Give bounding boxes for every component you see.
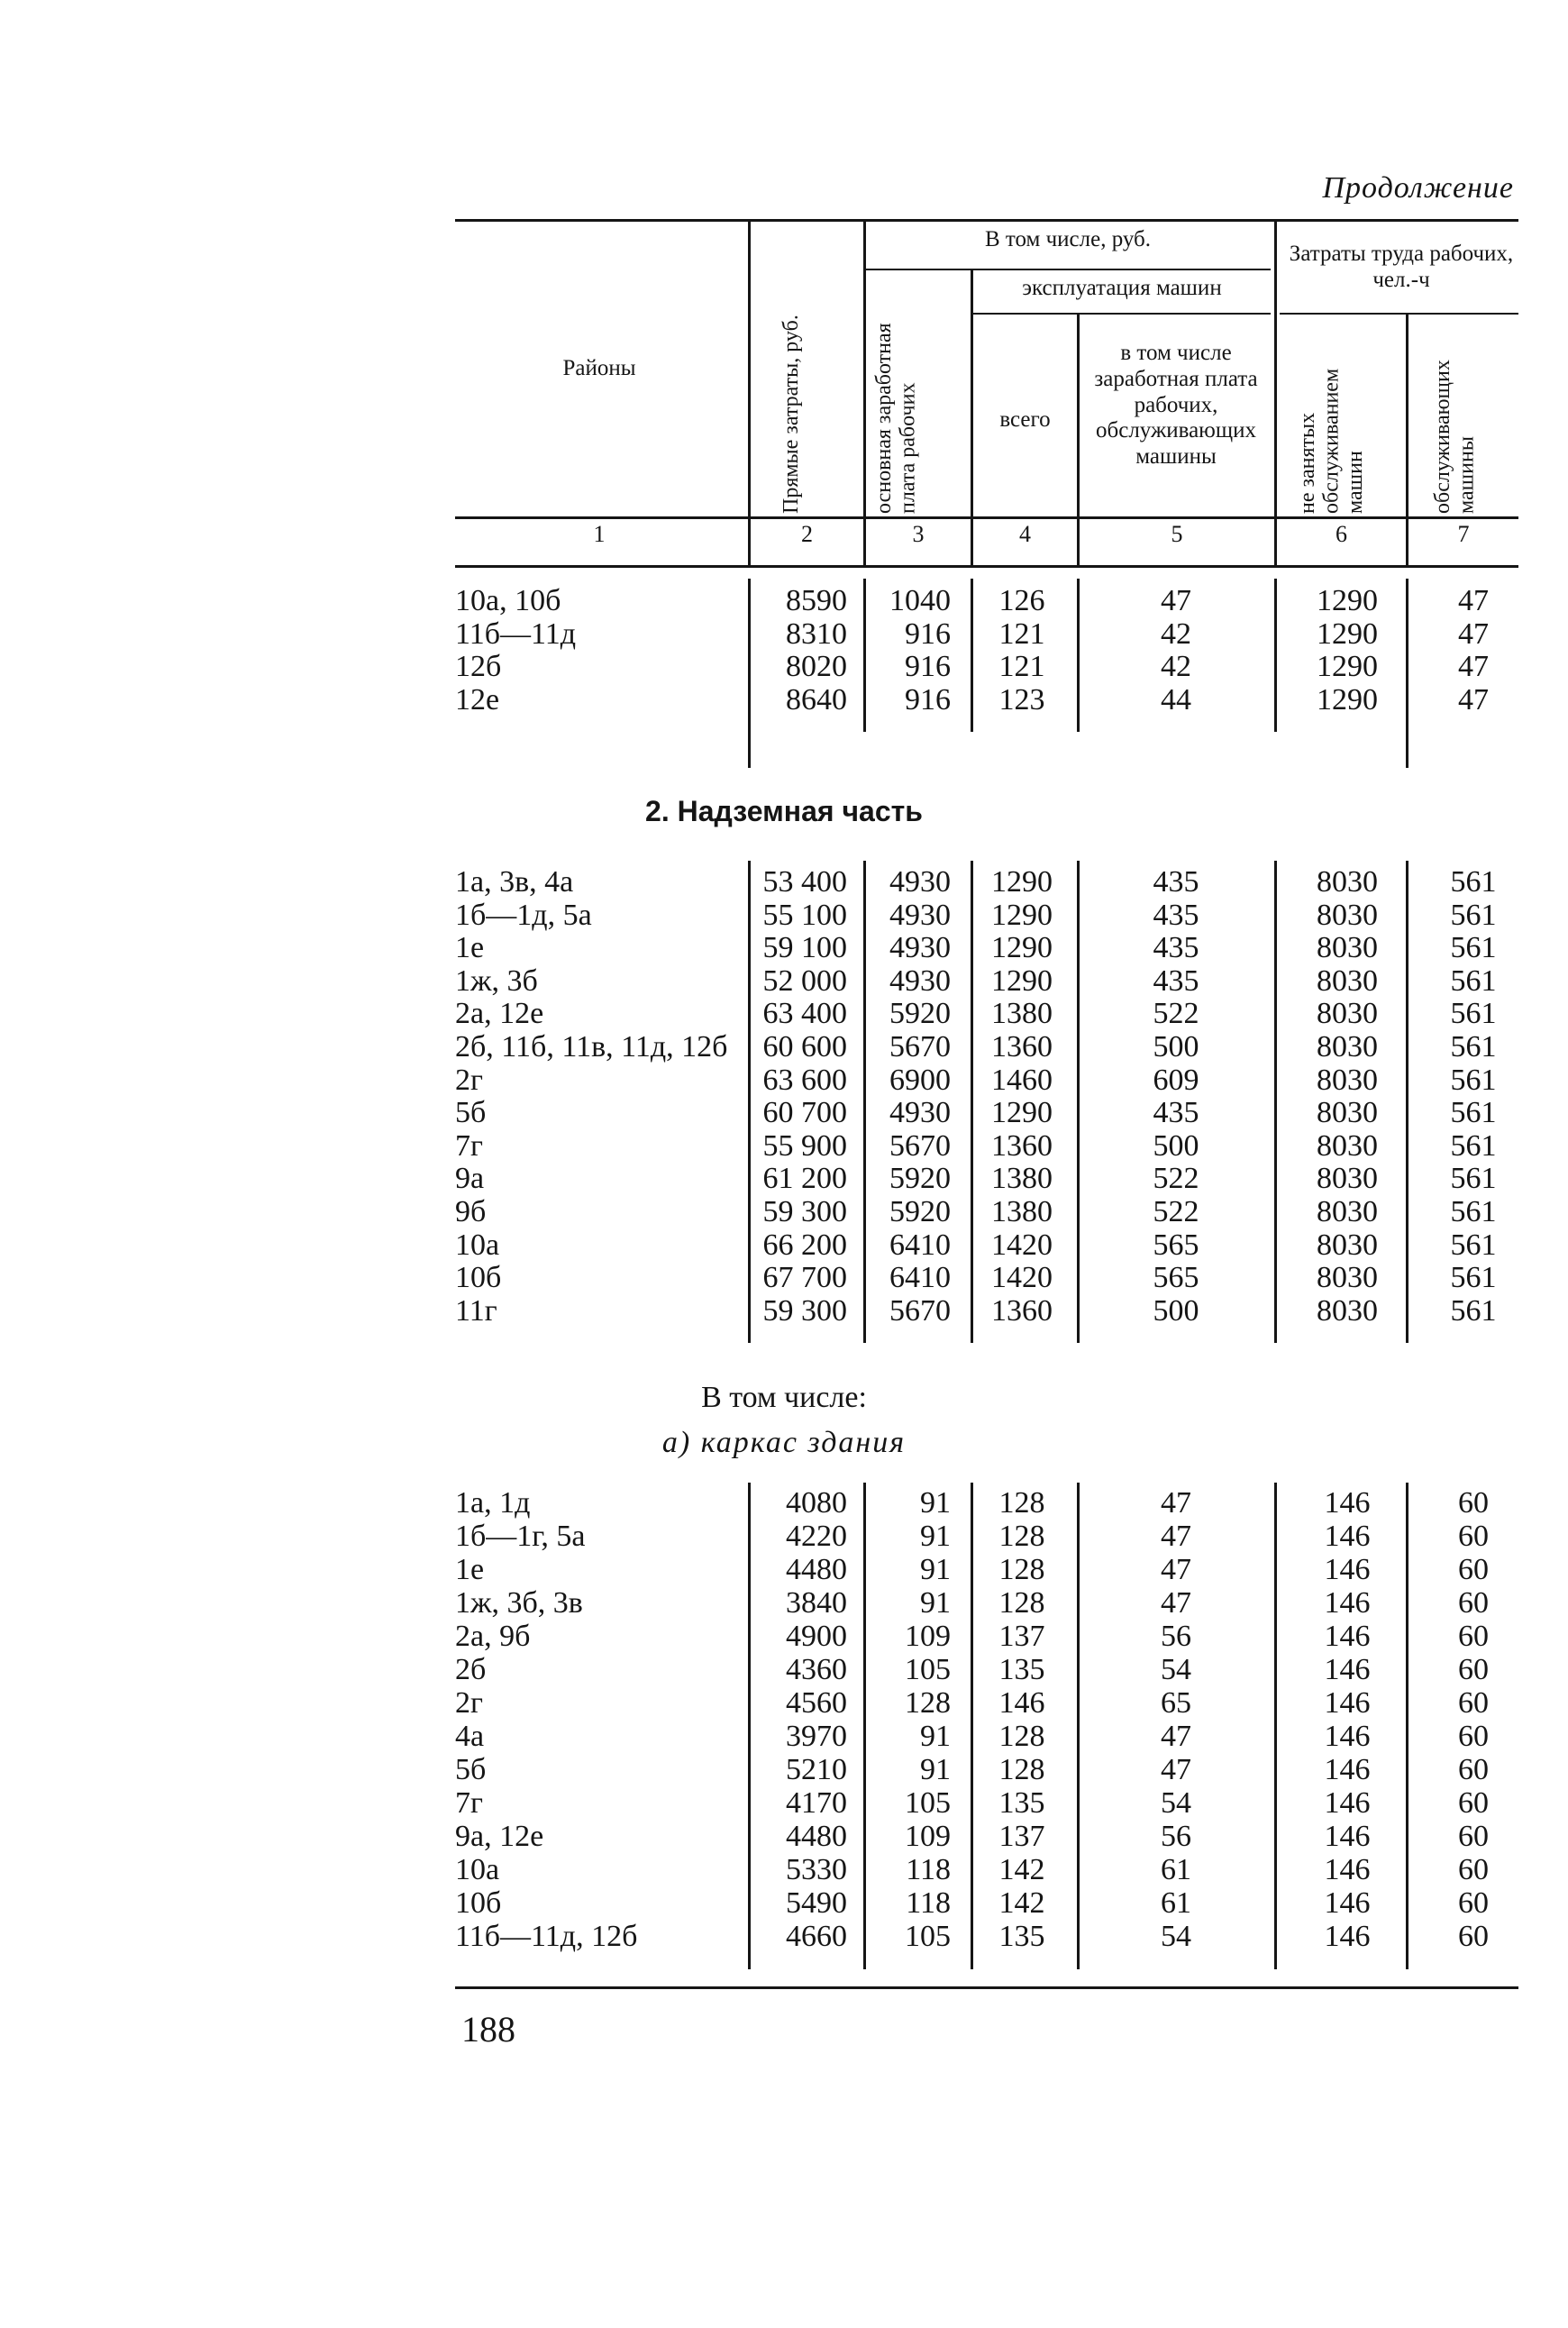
value-cell: 1290 (991, 865, 1053, 899)
value-cell: 60 (1458, 1853, 1489, 1886)
value-cell: 5670 (889, 1030, 951, 1064)
district-cell: 1е (455, 1553, 485, 1586)
column-number: 4 (1019, 521, 1031, 547)
column-number: 3 (912, 521, 925, 547)
header-machine-wages: в том числе заработная плата рабочих, обслуживающих машины (1094, 341, 1258, 469)
value-cell: 128 (905, 1686, 951, 1720)
district-cell: 9а (455, 1162, 485, 1196)
value-cell: 128 (998, 1553, 1045, 1586)
header-direct-costs: Прямые затраты, руб. (779, 315, 803, 514)
value-cell: 91 (920, 1486, 951, 1520)
district-cell: 1ж, 3б, 3в (455, 1586, 583, 1620)
table-row (0, 650, 1568, 683)
value-cell: 4900 (786, 1620, 847, 1653)
value-cell: 8030 (1317, 931, 1378, 965)
value-cell: 561 (1450, 1228, 1497, 1262)
value-cell: 8030 (1317, 997, 1378, 1031)
value-cell: 128 (998, 1753, 1045, 1786)
table-top-rule (455, 219, 1518, 222)
district-cell: 1а, 3в, 4а (455, 865, 574, 899)
value-cell: 142 (998, 1853, 1045, 1886)
value-cell: 8590 (786, 584, 847, 617)
value-cell: 91 (920, 1520, 951, 1553)
value-cell: 5670 (889, 1293, 951, 1328)
value-cell: 565 (1153, 1261, 1199, 1295)
table-row (0, 1920, 1568, 1953)
value-cell: 916 (905, 682, 951, 717)
value-cell: 5920 (889, 1195, 951, 1228)
value-cell: 561 (1450, 1030, 1497, 1064)
value-cell: 8030 (1317, 1228, 1378, 1262)
value-cell: 47 (1161, 1486, 1191, 1520)
district-cell: 10б (455, 1261, 502, 1295)
district-cell: 10б (455, 1886, 502, 1920)
header-divider (748, 222, 751, 568)
district-cell: 11б—11д, 12б (455, 1920, 638, 1953)
column-number: 7 (1457, 521, 1470, 547)
district-cell: 9а, 12е (455, 1820, 544, 1853)
table-row (0, 931, 1568, 964)
value-cell: 561 (1450, 963, 1497, 998)
value-cell: 146 (1324, 1920, 1371, 1953)
value-cell: 60 (1458, 1753, 1489, 1786)
value-cell: 47 (1161, 1520, 1191, 1553)
header-bottom-rule (455, 516, 1518, 519)
value-cell: 146 (1324, 1586, 1371, 1620)
table-row (0, 1753, 1568, 1786)
value-cell: 561 (1450, 1096, 1497, 1130)
value-cell: 4360 (786, 1653, 847, 1686)
value-cell: 146 (1324, 1653, 1371, 1686)
value-cell: 52 000 (762, 963, 847, 998)
value-cell: 1360 (991, 1030, 1053, 1064)
value-cell: 128 (998, 1520, 1045, 1553)
value-cell: 137 (998, 1620, 1045, 1653)
value-cell: 1420 (991, 1261, 1053, 1295)
value-cell: 60 (1458, 1886, 1489, 1920)
table-row (0, 1261, 1568, 1294)
table-row (0, 1853, 1568, 1886)
table-row (0, 865, 1568, 899)
value-cell: 146 (1324, 1820, 1371, 1853)
value-cell: 63 600 (762, 1063, 847, 1097)
value-cell: 47 (1161, 1720, 1191, 1753)
header-machines-rule (973, 313, 1271, 315)
header-group-cost: В том числе, руб. (984, 227, 1152, 251)
value-cell: 1380 (991, 1195, 1053, 1228)
value-cell: 8030 (1317, 1195, 1378, 1228)
header-divider (1274, 222, 1277, 568)
value-cell: 146 (1324, 1486, 1371, 1520)
table-row (0, 683, 1568, 717)
value-cell: 1420 (991, 1228, 1053, 1262)
value-cell: 105 (905, 1920, 951, 1953)
district-cell: 7г (455, 1128, 483, 1163)
header-total: всего (999, 407, 1051, 432)
table-row (0, 1586, 1568, 1620)
value-cell: 500 (1153, 1293, 1199, 1328)
value-cell: 8310 (786, 616, 847, 651)
value-cell: 135 (998, 1653, 1045, 1686)
value-cell: 42 (1161, 650, 1191, 683)
district-cell: 2а, 12е (455, 997, 544, 1031)
column-number: 5 (1171, 521, 1183, 547)
value-cell: 54 (1161, 1920, 1191, 1953)
value-cell: 142 (998, 1886, 1045, 1920)
value-cell: 1460 (991, 1063, 1053, 1097)
value-cell: 1290 (991, 931, 1053, 965)
district-cell: 5б (455, 1096, 487, 1130)
value-cell: 63 400 (762, 997, 847, 1031)
value-cell: 4220 (786, 1520, 847, 1553)
value-cell: 435 (1153, 898, 1199, 932)
value-cell: 67 700 (762, 1261, 847, 1295)
table-row (0, 1129, 1568, 1163)
value-cell: 91 (920, 1720, 951, 1753)
table-row (0, 899, 1568, 932)
value-cell: 8030 (1317, 1128, 1378, 1163)
value-cell: 435 (1153, 1096, 1199, 1130)
value-cell: 8030 (1317, 865, 1378, 899)
value-cell: 4480 (786, 1820, 847, 1853)
district-cell: 1б—1д, 5а (455, 898, 592, 932)
value-cell: 118 (906, 1886, 951, 1920)
value-cell: 60 (1458, 1586, 1489, 1620)
district-cell: 11г (455, 1293, 497, 1328)
value-cell: 1290 (991, 898, 1053, 932)
table-row (0, 617, 1568, 651)
value-cell: 56 (1161, 1820, 1191, 1853)
district-cell: 10а, 10б (455, 584, 561, 617)
table-row (0, 1162, 1568, 1195)
value-cell: 609 (1153, 1063, 1199, 1097)
value-cell: 435 (1153, 931, 1199, 965)
value-cell: 5210 (786, 1753, 847, 1786)
value-cell: 47 (1161, 1753, 1191, 1786)
value-cell: 8030 (1317, 1162, 1378, 1196)
value-cell: 561 (1450, 1195, 1497, 1228)
value-cell: 6410 (889, 1261, 951, 1295)
value-cell: 47 (1458, 616, 1489, 651)
value-cell: 561 (1450, 1261, 1497, 1295)
value-cell: 109 (905, 1820, 951, 1853)
value-cell: 109 (905, 1620, 951, 1653)
table-row (0, 1886, 1568, 1920)
value-cell: 561 (1450, 865, 1497, 899)
value-cell: 61 (1161, 1853, 1191, 1886)
table-row (0, 1030, 1568, 1064)
value-cell: 146 (1324, 1853, 1371, 1886)
value-cell: 561 (1450, 1063, 1497, 1097)
value-cell: 135 (998, 1786, 1045, 1820)
value-cell: 146 (1324, 1886, 1371, 1920)
value-cell: 146 (998, 1686, 1045, 1720)
district-cell: 1а, 1д (455, 1486, 531, 1520)
value-cell: 4930 (889, 865, 951, 899)
value-cell: 561 (1450, 997, 1497, 1031)
value-cell: 121 (998, 650, 1045, 683)
district-cell: 10а (455, 1853, 500, 1886)
district-cell: 12б (455, 650, 502, 683)
table-row (0, 1820, 1568, 1853)
value-cell: 56 (1161, 1620, 1191, 1653)
district-cell: 5б (455, 1753, 487, 1786)
value-cell: 522 (1153, 997, 1199, 1031)
value-cell: 47 (1458, 584, 1489, 617)
value-cell: 1360 (991, 1293, 1053, 1328)
value-cell: 55 100 (762, 898, 847, 932)
value-cell: 1290 (1317, 650, 1378, 683)
value-cell: 561 (1450, 931, 1497, 965)
district-cell: 2б, 11б, 11в, 11д, 12б (455, 1030, 728, 1064)
value-cell: 8030 (1317, 963, 1378, 998)
table-row (0, 1620, 1568, 1653)
value-cell: 47 (1458, 682, 1489, 717)
value-cell: 47 (1458, 650, 1489, 683)
value-cell: 137 (998, 1820, 1045, 1853)
district-cell: 7г (455, 1786, 483, 1820)
value-cell: 435 (1153, 865, 1199, 899)
district-cell: 10а (455, 1228, 500, 1262)
page-number: 188 (461, 2009, 515, 2050)
section-3-subtitle: В том числе: (701, 1381, 867, 1414)
header-labor-nonmachine: не занятых обслуживанием машин (1296, 368, 1367, 514)
value-cell: 1380 (991, 1162, 1053, 1196)
value-cell: 4170 (786, 1786, 847, 1820)
value-cell: 91 (920, 1586, 951, 1620)
value-cell: 8030 (1317, 898, 1378, 932)
value-cell: 60 (1458, 1620, 1489, 1653)
header-labor-rule (1280, 313, 1518, 315)
value-cell: 60 (1458, 1786, 1489, 1820)
header-districts: Районы (562, 356, 636, 380)
value-cell: 53 400 (762, 865, 847, 899)
value-cell: 6900 (889, 1063, 951, 1097)
value-cell: 128 (998, 1586, 1045, 1620)
continuation-label: Продолжение (1322, 171, 1514, 205)
value-cell: 561 (1450, 1293, 1497, 1328)
table-row (0, 1520, 1568, 1553)
numbers-bottom-rule (455, 565, 1518, 568)
value-cell: 60 (1458, 1486, 1489, 1520)
value-cell: 146 (1324, 1520, 1371, 1553)
value-cell: 8030 (1317, 1261, 1378, 1295)
value-cell: 1290 (991, 1096, 1053, 1130)
value-cell: 4560 (786, 1686, 847, 1720)
value-cell: 146 (1324, 1720, 1371, 1753)
value-cell: 1360 (991, 1128, 1053, 1163)
value-cell: 3840 (786, 1586, 847, 1620)
value-cell: 5490 (786, 1886, 847, 1920)
table-row (0, 997, 1568, 1030)
value-cell: 8030 (1317, 1030, 1378, 1064)
value-cell: 60 (1458, 1520, 1489, 1553)
value-cell: 4480 (786, 1553, 847, 1586)
header-labor-machine: обслуживающих машины (1431, 360, 1479, 514)
table-row (0, 1653, 1568, 1686)
table-row (0, 1486, 1568, 1520)
district-cell: 9б (455, 1195, 487, 1228)
table-row (0, 1064, 1568, 1097)
value-cell: 561 (1450, 898, 1497, 932)
value-cell: 66 200 (762, 1228, 847, 1262)
value-cell: 146 (1324, 1620, 1371, 1653)
district-cell: 1е (455, 931, 485, 965)
value-cell: 4660 (786, 1920, 847, 1953)
value-cell: 500 (1153, 1128, 1199, 1163)
district-cell: 4а (455, 1720, 485, 1753)
value-cell: 522 (1153, 1195, 1199, 1228)
value-cell: 1290 (991, 963, 1053, 998)
value-cell: 561 (1450, 1162, 1497, 1196)
section-2-title: 2. Надземная часть (645, 795, 923, 827)
value-cell: 5670 (889, 1128, 951, 1163)
value-cell: 47 (1161, 584, 1191, 617)
header-divider (863, 222, 866, 568)
value-cell: 8030 (1317, 1063, 1378, 1097)
value-cell: 54 (1161, 1653, 1191, 1686)
value-cell: 47 (1161, 1586, 1191, 1620)
value-cell: 146 (1324, 1686, 1371, 1720)
value-cell: 60 (1458, 1720, 1489, 1753)
district-cell: 1ж, 3б (455, 963, 538, 998)
value-cell: 1040 (889, 584, 951, 617)
district-cell: 1б—1г, 5а (455, 1520, 586, 1553)
value-cell: 44 (1161, 682, 1191, 717)
header-base-wages: основная заработная плата рабочих (872, 323, 920, 514)
header-machine-operation: эксплуатация машин (1022, 276, 1222, 300)
column-number: 6 (1336, 521, 1347, 547)
value-cell: 105 (905, 1786, 951, 1820)
value-cell: 500 (1153, 1030, 1199, 1064)
value-cell: 60 700 (762, 1096, 847, 1130)
value-cell: 126 (998, 584, 1045, 617)
table-row (0, 1720, 1568, 1753)
header-group-labor: Затраты труда рабочих, чел.-ч (1289, 242, 1514, 292)
value-cell: 435 (1153, 963, 1199, 998)
district-cell: 11б—11д (455, 616, 577, 651)
column-number: 1 (593, 521, 606, 547)
value-cell: 54 (1161, 1786, 1191, 1820)
table-row (0, 1294, 1568, 1328)
value-cell: 60 (1458, 1553, 1489, 1586)
value-cell: 4080 (786, 1486, 847, 1520)
value-cell: 146 (1324, 1553, 1371, 1586)
value-cell: 118 (906, 1853, 951, 1886)
value-cell: 61 (1161, 1886, 1191, 1920)
table-row (0, 1195, 1568, 1228)
value-cell: 3970 (786, 1720, 847, 1753)
district-cell: 2а, 9б (455, 1620, 531, 1653)
value-cell: 5920 (889, 997, 951, 1031)
value-cell: 59 300 (762, 1293, 847, 1328)
table-row (0, 1553, 1568, 1586)
value-cell: 522 (1153, 1162, 1199, 1196)
value-cell: 60 (1458, 1653, 1489, 1686)
value-cell: 123 (998, 682, 1045, 717)
value-cell: 65 (1161, 1686, 1191, 1720)
value-cell: 59 300 (762, 1195, 847, 1228)
value-cell: 60 (1458, 1686, 1489, 1720)
value-cell: 1290 (1317, 682, 1378, 717)
table-row (0, 1096, 1568, 1129)
table-row (0, 964, 1568, 998)
value-cell: 60 (1458, 1920, 1489, 1953)
value-cell: 1290 (1317, 616, 1378, 651)
value-cell: 60 600 (762, 1030, 847, 1064)
section-3-title: а) каркас здания (661, 1426, 907, 1459)
value-cell: 55 900 (762, 1128, 847, 1163)
value-cell: 105 (905, 1653, 951, 1686)
value-cell: 8030 (1317, 1293, 1378, 1328)
value-cell: 5920 (889, 1162, 951, 1196)
value-cell: 146 (1324, 1753, 1371, 1786)
value-cell: 128 (998, 1486, 1045, 1520)
value-cell: 4930 (889, 963, 951, 998)
table-bottom-rule (455, 1986, 1518, 1989)
value-cell: 59 100 (762, 931, 847, 965)
value-cell: 561 (1450, 1128, 1497, 1163)
value-cell: 42 (1161, 616, 1191, 651)
value-cell: 8640 (786, 682, 847, 717)
value-cell: 4930 (889, 898, 951, 932)
value-cell: 60 (1458, 1820, 1489, 1853)
value-cell: 91 (920, 1553, 951, 1586)
district-cell: 2г (455, 1686, 483, 1720)
district-cell: 2б (455, 1653, 487, 1686)
value-cell: 1290 (1317, 584, 1378, 617)
value-cell: 1380 (991, 997, 1053, 1031)
district-cell: 12е (455, 682, 500, 717)
table-row (0, 1786, 1568, 1820)
value-cell: 121 (998, 616, 1045, 651)
value-cell: 916 (905, 616, 951, 651)
value-cell: 146 (1324, 1786, 1371, 1820)
table-row (0, 1686, 1568, 1720)
district-cell: 2г (455, 1063, 483, 1097)
table-row (0, 584, 1568, 617)
value-cell: 8030 (1317, 1096, 1378, 1130)
value-cell: 4930 (889, 931, 951, 965)
column-number: 2 (801, 521, 813, 547)
value-cell: 47 (1161, 1553, 1191, 1586)
value-cell: 4930 (889, 1096, 951, 1130)
table-row (0, 1228, 1568, 1262)
value-cell: 565 (1153, 1228, 1199, 1262)
value-cell: 128 (998, 1720, 1045, 1753)
value-cell: 61 200 (762, 1162, 847, 1196)
value-cell: 916 (905, 650, 951, 683)
value-cell: 8020 (786, 650, 847, 683)
value-cell: 135 (998, 1920, 1045, 1953)
value-cell: 91 (920, 1753, 951, 1786)
value-cell: 5330 (786, 1853, 847, 1886)
value-cell: 6410 (889, 1228, 951, 1262)
